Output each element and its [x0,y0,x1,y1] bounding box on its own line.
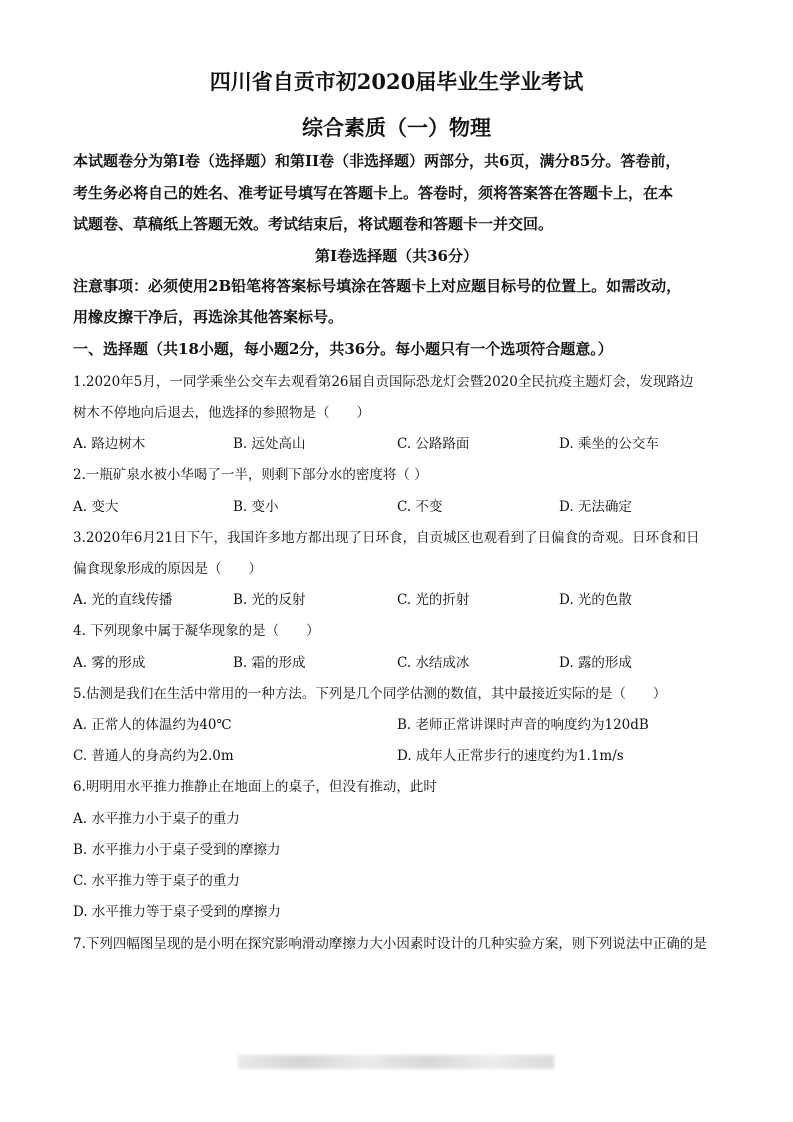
intro-line-3: 试题卷、草稿纸上答题无效。考试结束后，将试题卷和答题卡一并交回。 [73,215,554,233]
q4-option-d: D. 露的形成 [559,655,632,671]
q2-option-d: D. 无法确定 [559,499,632,515]
section-title: 第I卷选择题（共36分） [315,247,478,265]
question-3-line-1: 3.2020年6月21日下午，我国许多地方都出现了日环食，自贡城区也观看到了日偏食的奇观。日环食和日 [73,530,700,546]
q5-option-b: B. 老师正常讲课时声音的响度约为120dB [397,717,649,733]
notice-line-1: 注意事项：必须使用2B铅笔将答案标号填涂在答题卡上对应题目标号的位置上。如需改动， [73,277,682,295]
part-heading: 一、选择题（共18小题，每小题2分，共36分。每小题只有一个选项符合题意。） [73,340,613,358]
exam-title: 四川省自贡市初2020届毕业生学业考试 [209,69,584,94]
notice-line-2: 用橡皮擦干净后，再选涂其他答案标号。 [73,308,344,326]
q2-option-b: B. 变小 [233,499,279,515]
q5-option-a: A. 正常人的体温约为40℃ [73,717,232,733]
q1-option-a: A. 路边树木 [73,436,146,452]
q2-option-c: C. 不变 [397,499,443,515]
question-1-line-1: 1.2020年5月，一同学乘坐公交车去观看第26届自贡国际恐龙灯会暨2020全民抗疫主题灯会，发现路边 [73,374,694,390]
question-1-line-2: 树木不停地向后退去，他选择的参照物是（ ） [73,405,370,421]
blurred-footer-watermark [238,1055,554,1069]
q2-option-a: A. 变大 [73,499,119,515]
intro-line-1: 本试题卷分为第I卷（选择题）和第II卷（非选择题）两部分，共6页，满分85分。答卷前， [73,152,681,170]
question-3-line-2: 偏食现象形成的原因是（ ） [73,561,262,577]
intro-line-2: 考生务必将自己的姓名、准考证号填写在答题卡上。答卷时，须将答案答在答题卡上，在本 [73,184,674,202]
q3-option-b: B. 光的反射 [233,592,306,608]
exam-subtitle: 综合素质（一）物理 [302,115,491,140]
q6-option-c: C. 水平推力等于桌子的重力 [73,873,240,889]
q1-option-d: D. 乘坐的公交车 [559,436,659,452]
q1-option-b: B. 远处高山 [233,436,306,452]
question-4-line-1: 4. 下列现象中属于凝华现象的是（ ） [73,623,320,639]
q1-option-c: C. 公路路面 [397,436,470,452]
q5-option-c: C. 普通人的身高约为2.0m [73,748,234,764]
q6-option-b: B. 水平推力小于桌子受到的摩擦力 [73,842,281,858]
q4-option-b: B. 霜的形成 [233,655,306,671]
question-2-line-1: 2.一瓶矿泉水被小华喝了一半，则剩下部分水的密度将（ ） [73,467,428,483]
q4-option-a: A. 雾的形成 [73,655,146,671]
q3-option-c: C. 光的折射 [397,592,470,608]
question-6-line-1: 6.明明用水平推力推静止在地面上的桌子，但没有推动，此时 [73,779,437,795]
question-5-line-1: 5.估测是我们在生活中常用的一种方法。下列是几个同学估测的数值，其中最接近实际的是（ ） [73,686,667,702]
question-7-line-1: 7.下列四幅图呈现的是小明在探究影响滑动摩擦力大小因素时设计的几种实验方案，则下列说法中正确的是 [73,936,707,952]
q6-option-a: A. 水平推力小于桌子的重力 [73,811,240,827]
q4-option-c: C. 水结成冰 [397,655,470,671]
q6-option-d: D. 水平推力等于桌子受到的摩擦力 [73,904,281,920]
q3-option-a: A. 光的直线传播 [73,592,173,608]
q3-option-d: D. 光的色散 [559,592,632,608]
q5-option-d: D. 成年人正常步行的速度约为1.1m/s [397,748,624,764]
